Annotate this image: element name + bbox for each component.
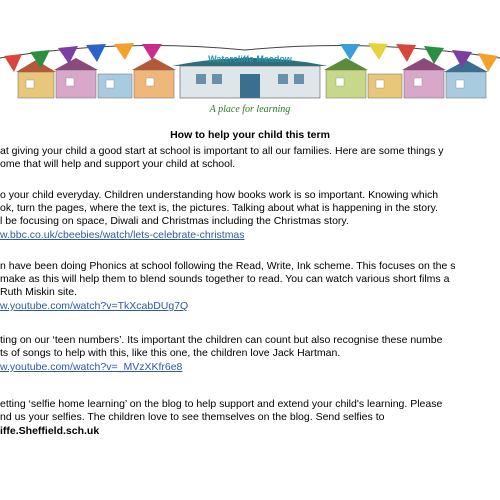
- intro-line-1: at giving your child a good start at school is important to all our families. Here are some things y: [0, 145, 444, 157]
- school-tagline: A place for learning: [209, 104, 291, 115]
- reading-link[interactable]: w.bbc.co.uk/cbeebies/watch/lets-celebrate-christmas: [0, 229, 245, 241]
- selfie-line-2: nd us your selfies. The children love to see themselves on the blog. Send selfies to: [0, 411, 385, 423]
- reading-line-1: o your child everyday. Children understanding how books work is so important. Knowing which: [0, 189, 439, 201]
- numbers-line-1: ting on our ‘teen numbers’. Its important the children can count but also recognise these numbe: [0, 334, 443, 346]
- selfie-email[interactable]: iffe.Sheffield.sch.uk: [0, 425, 100, 437]
- intro-line-2: ome that will help and support your child at school.: [0, 158, 236, 170]
- phonics-line-2: make as this will help them to blend sounds together to read. You can watch various short films a: [0, 273, 450, 285]
- selfie-line-1: etting ‘selfie home learning’ on the blog to help support and extend your child's learning. Please: [0, 398, 443, 410]
- reading-line-2: ok, turn the pages, where the text is, the pictures. Talking about what is happening in the story.: [0, 202, 438, 214]
- phonics-link[interactable]: w.youtube.com/watch?v=TkXcabDUg7Q: [0, 300, 189, 312]
- numbers-link[interactable]: w.youtube.com/watch?v=_MVzXKfr6e8: [0, 361, 183, 373]
- numbers-line-2: ts of songs to help with this, like this one, the children love Jack Hartman.: [0, 347, 341, 359]
- phonics-line-3: Ruth Miskin site.: [0, 286, 78, 298]
- phonics-line-1: n have been doing Phonics at school following the Read, Write, Ink scheme. This focuses on the s: [0, 260, 456, 272]
- reading-line-3: l be focusing on space, Diwali and Christmas including the Christmas story.: [0, 215, 349, 227]
- school-name: Watercliffe Meadow: [208, 54, 292, 64]
- document-title: How to help your child this term: [170, 129, 330, 141]
